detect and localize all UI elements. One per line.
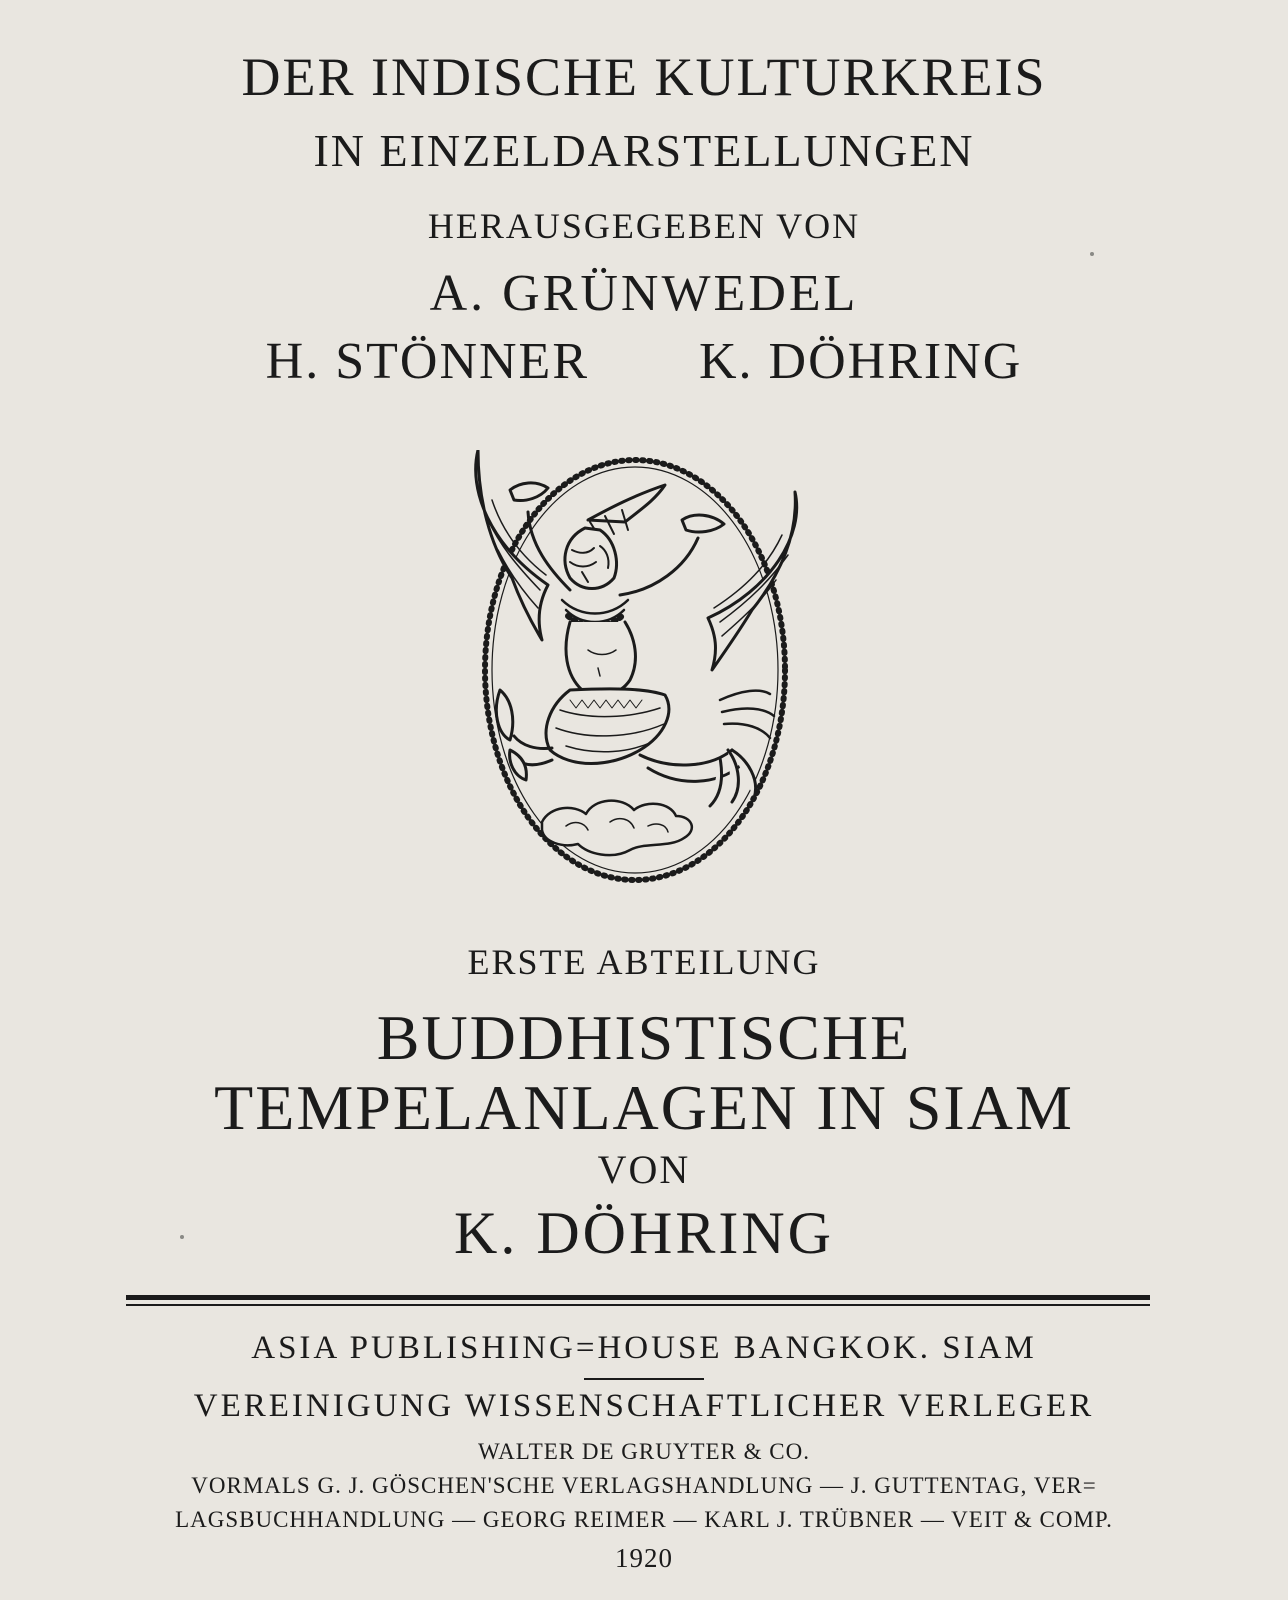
author-name: K. DÖHRING <box>454 1200 834 1266</box>
book-title-line-2: TEMPELANLAGEN IN SIAM <box>214 1072 1074 1143</box>
divider-short <box>584 1378 704 1380</box>
publication-year: 1920 <box>615 1543 673 1573</box>
right-leg <box>640 750 740 781</box>
editor-stoenner: H. STÖNNER <box>265 333 589 390</box>
garuda-emblem-icon <box>470 450 810 920</box>
divider-thick <box>126 1295 1150 1300</box>
tail-plumes <box>720 691 774 738</box>
paper-speck <box>180 1235 184 1239</box>
section-label: ERSTE ABTEILUNG <box>467 942 821 982</box>
editors-label: HERAUSGEGEBEN VON <box>427 206 861 246</box>
publisher-line-2: VEREINIGUNG WISSENSCHAFTLICHER VERLEGER <box>193 1388 1095 1424</box>
series-title-line-2: IN EINZELDARSTELLUNGEN <box>313 125 975 176</box>
torso <box>566 622 635 695</box>
publisher-line-4: VORMALS G. J. GÖSCHEN'SCHE VERLAGSHANDLUNG — J. GUTTENTAG, VER= <box>191 1473 1097 1498</box>
editors-row <box>0 333 1288 390</box>
right-arm <box>620 538 698 595</box>
publisher-line-3: WALTER DE GRUYTER & CO. <box>477 1439 810 1464</box>
paper-speck <box>1090 252 1094 256</box>
by-label: VON <box>597 1147 691 1192</box>
divider-thin <box>126 1304 1150 1306</box>
publisher-line-1: ASIA PUBLISHING=HOUSE BANGKOK. SIAM <box>251 1330 1037 1366</box>
publisher-line-5: LAGSBUCHHANDLUNG — GEORG REIMER — KARL J. TRÜBNER — VEIT & COMP. <box>175 1507 1113 1532</box>
book-title-line-1: BUDDHISTISCHE <box>376 1002 912 1073</box>
headdress <box>588 485 665 522</box>
series-title-line-1: DER INDISCHE KULTURKREIS <box>241 47 1047 107</box>
editor-gruenwedel: A. GRÜNWEDEL <box>429 265 859 322</box>
editor-doehring: K. DÖHRING <box>699 333 1023 390</box>
